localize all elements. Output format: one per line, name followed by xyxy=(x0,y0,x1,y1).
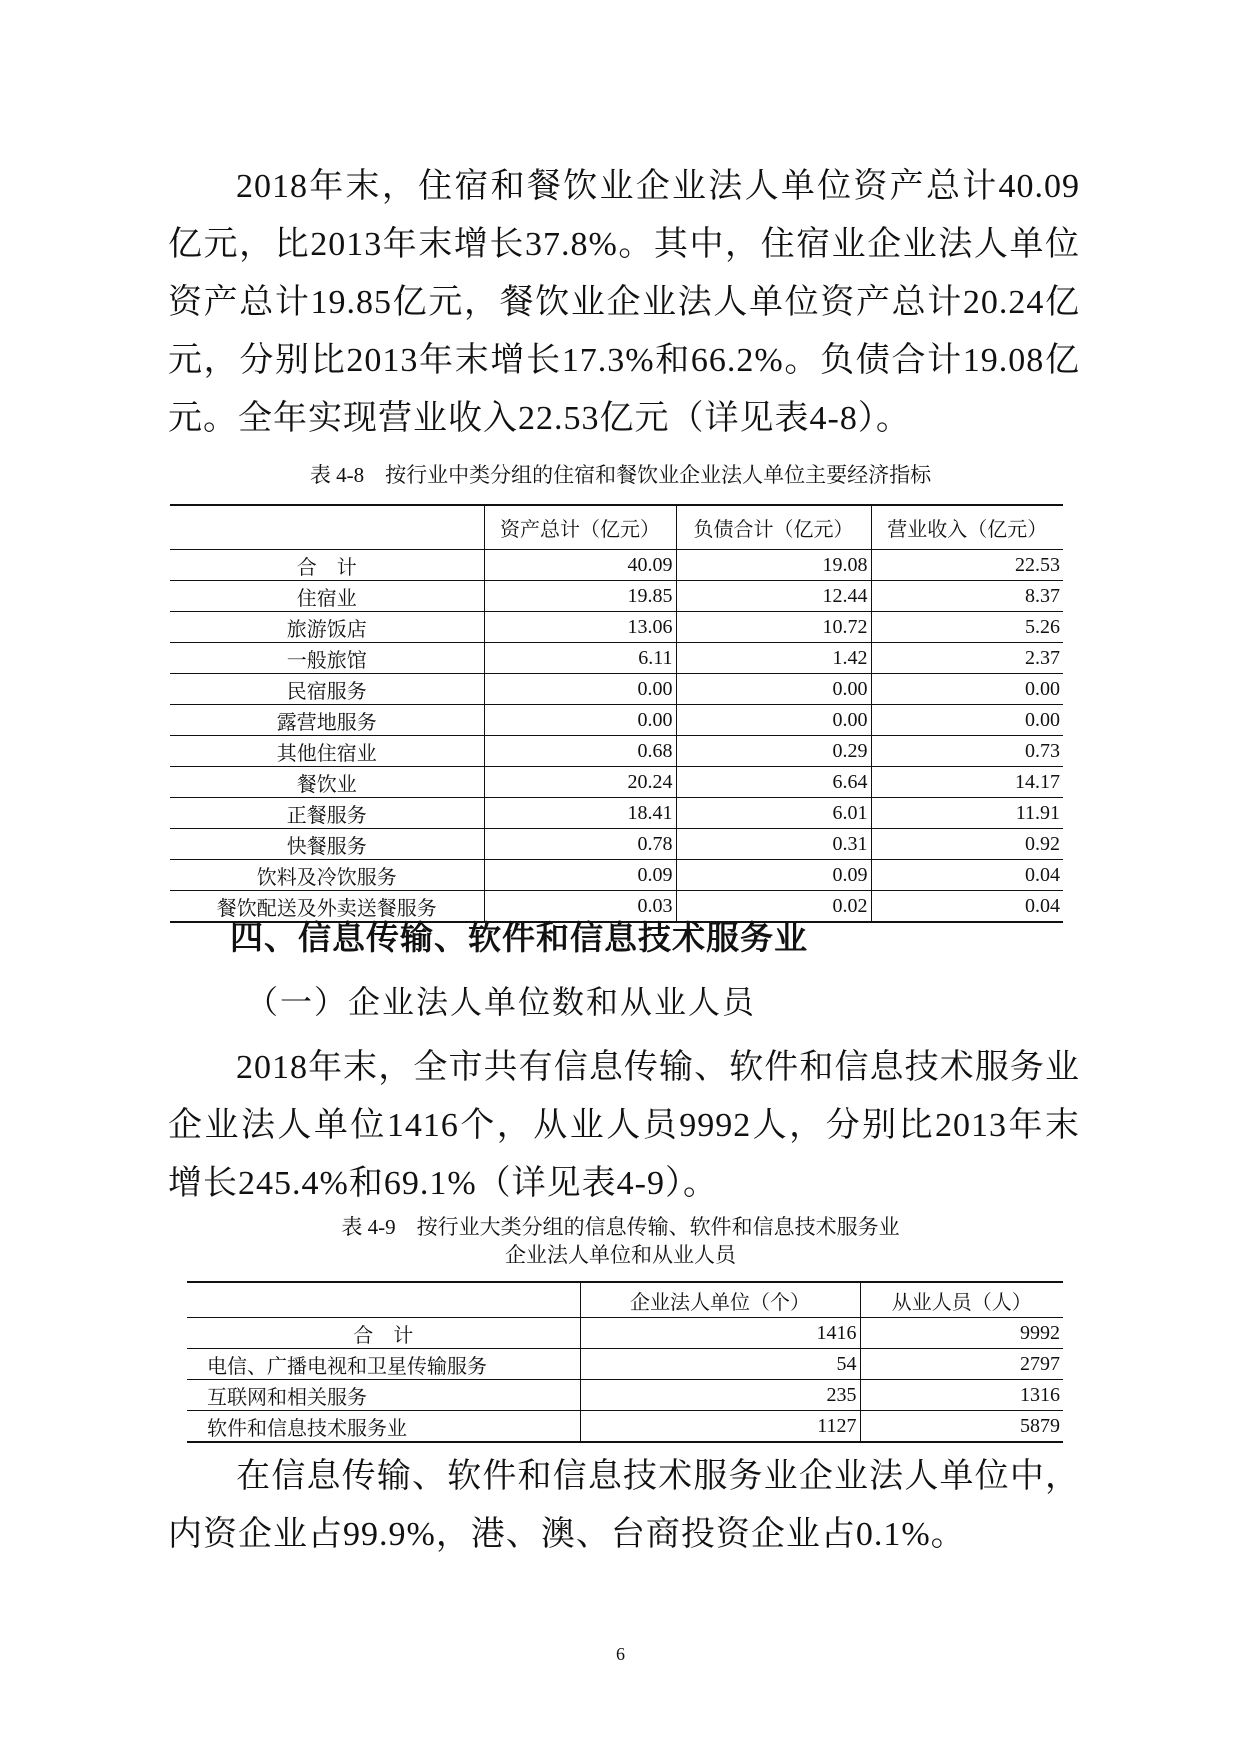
assets-cell: 0.68 xyxy=(484,736,676,767)
assets-cell: 0.03 xyxy=(484,891,676,923)
row-label: 正餐服务 xyxy=(170,798,484,829)
paragraph-it-units-employees xyxy=(168,1039,1080,1213)
liabilities-cell: 0.00 xyxy=(676,705,871,736)
table-row xyxy=(187,1349,1063,1380)
liabilities-cell: 10.72 xyxy=(676,612,871,643)
table-header-row xyxy=(187,1282,1063,1318)
assets-cell: 0.09 xyxy=(484,860,676,891)
table-row xyxy=(170,612,1063,643)
revenue-cell: 14.17 xyxy=(871,767,1063,798)
paragraph-lodging-catering-summary xyxy=(168,158,1080,448)
row-label: 民宿服务 xyxy=(170,674,484,705)
header-cell-units: 企业法人单位（个） xyxy=(580,1282,860,1318)
revenue-cell: 11.91 xyxy=(871,798,1063,829)
assets-cell: 40.09 xyxy=(484,550,676,581)
assets-cell: 13.06 xyxy=(484,612,676,643)
revenue-cell: 0.73 xyxy=(871,736,1063,767)
employees-cell: 5879 xyxy=(860,1411,1063,1443)
assets-cell: 0.00 xyxy=(484,705,676,736)
header-cell-employees: 从业人员（人） xyxy=(860,1282,1063,1318)
row-label: 合 计 xyxy=(170,550,484,581)
liabilities-cell: 0.02 xyxy=(676,891,871,923)
units-cell: 1416 xyxy=(580,1318,860,1349)
liabilities-cell: 0.00 xyxy=(676,674,871,705)
units-cell: 54 xyxy=(580,1349,860,1380)
revenue-cell: 5.26 xyxy=(871,612,1063,643)
assets-cell: 0.78 xyxy=(484,829,676,860)
revenue-cell: 0.04 xyxy=(871,891,1063,923)
assets-cell: 18.41 xyxy=(484,798,676,829)
liabilities-cell: 19.08 xyxy=(676,550,871,581)
assets-cell: 20.24 xyxy=(484,767,676,798)
row-label: 住宿业 xyxy=(170,581,484,612)
assets-cell: 19.85 xyxy=(484,581,676,612)
units-cell: 235 xyxy=(580,1380,860,1411)
employees-cell: 9992 xyxy=(860,1318,1063,1349)
employees-cell: 1316 xyxy=(860,1380,1063,1411)
revenue-cell: 0.00 xyxy=(871,705,1063,736)
table-row xyxy=(187,1411,1063,1443)
row-label: 电信、广播电视和卫星传输服务 xyxy=(187,1349,580,1380)
header-cell-assets: 资产总计（亿元） xyxy=(484,505,676,550)
liabilities-cell: 6.01 xyxy=(676,798,871,829)
table-4-8-caption: 表 4-8 按行业中类分组的住宿和餐饮业企业法人单位主要经济指标 xyxy=(309,463,932,487)
revenue-cell: 8.37 xyxy=(871,581,1063,612)
table-row xyxy=(170,860,1063,891)
table-row xyxy=(170,798,1063,829)
section-heading: 四、信息传输、软件和信息技术服务业 xyxy=(230,918,808,957)
table-header-row xyxy=(170,505,1063,550)
table-4-9-caption-line2: 企业法人单位和从业人员 xyxy=(505,1243,736,1267)
liabilities-cell: 0.29 xyxy=(676,736,871,767)
revenue-cell: 0.92 xyxy=(871,829,1063,860)
table-row xyxy=(170,581,1063,612)
header-cell-blank xyxy=(170,505,484,550)
table-row xyxy=(187,1380,1063,1411)
table-row xyxy=(170,643,1063,674)
table-row xyxy=(170,674,1063,705)
row-label: 快餐服务 xyxy=(170,829,484,860)
row-label: 一般旅馆 xyxy=(170,643,484,674)
liabilities-cell: 1.42 xyxy=(676,643,871,674)
revenue-cell: 2.37 xyxy=(871,643,1063,674)
assets-cell: 6.11 xyxy=(484,643,676,674)
table-row xyxy=(170,550,1063,581)
row-label: 其他住宿业 xyxy=(170,736,484,767)
employees-cell: 2797 xyxy=(860,1349,1063,1380)
header-cell-revenue: 营业收入（亿元） xyxy=(871,505,1063,550)
assets-cell: 0.00 xyxy=(484,674,676,705)
table-row xyxy=(170,736,1063,767)
revenue-cell: 22.53 xyxy=(871,550,1063,581)
row-label: 合 计 xyxy=(187,1318,580,1349)
liabilities-cell: 6.64 xyxy=(676,767,871,798)
paragraph-it-ownership xyxy=(168,1448,1080,1564)
paragraph-text: 在信息传输、软件和信息技术服务业企业法人单位中，内资企业占99.9%，港、澳、台商投资企业占0.1%。 xyxy=(168,1458,1080,1553)
units-cell: 1127 xyxy=(580,1411,860,1443)
page-number: 6 xyxy=(616,1644,625,1664)
row-label: 软件和信息技术服务业 xyxy=(187,1411,580,1443)
table-row xyxy=(170,705,1063,736)
header-cell-liabilities: 负债合计（亿元） xyxy=(676,505,871,550)
row-label: 餐饮配送及外卖送餐服务 xyxy=(170,891,484,923)
liabilities-cell: 0.31 xyxy=(676,829,871,860)
table-4-9-caption-line1: 表 4-9 按行业大类分组的信息传输、软件和信息技术服务业 xyxy=(341,1215,900,1239)
revenue-cell: 0.00 xyxy=(871,674,1063,705)
header-cell-blank xyxy=(187,1282,580,1318)
row-label: 饮料及冷饮服务 xyxy=(170,860,484,891)
table-row xyxy=(170,767,1063,798)
table-4-8 xyxy=(170,504,1063,923)
revenue-cell: 0.04 xyxy=(871,860,1063,891)
table-row xyxy=(187,1318,1063,1349)
liabilities-cell: 12.44 xyxy=(676,581,871,612)
table-4-9 xyxy=(187,1281,1063,1443)
row-label: 旅游饭店 xyxy=(170,612,484,643)
paragraph-text: 2018年末，全市共有信息传输、软件和信息技术服务业企业法人单位1416个，从业人员9992人，分别比2013年末增长245.4%和69.1%（详见表4-9）。 xyxy=(168,1049,1080,1202)
row-label: 餐饮业 xyxy=(170,767,484,798)
row-label: 露营地服务 xyxy=(170,705,484,736)
subsection-heading: （一）企业法人单位数和从业人员 xyxy=(246,984,757,1020)
liabilities-cell: 0.09 xyxy=(676,860,871,891)
table-row xyxy=(170,829,1063,860)
row-label: 互联网和相关服务 xyxy=(187,1380,580,1411)
paragraph-text: 2018年末，住宿和餐饮业企业法人单位资产总计40.09亿元，比2013年末增长37.8%。其中，住宿业企业法人单位资产总计19.85亿元，餐饮业企业法人单位资产总计20.24亿元，分别比2013年末增长17.3%和66.2%。负债合计19.08亿元。全年实现营业收入22.53亿元（详见表4-8）。 xyxy=(168,168,1080,437)
